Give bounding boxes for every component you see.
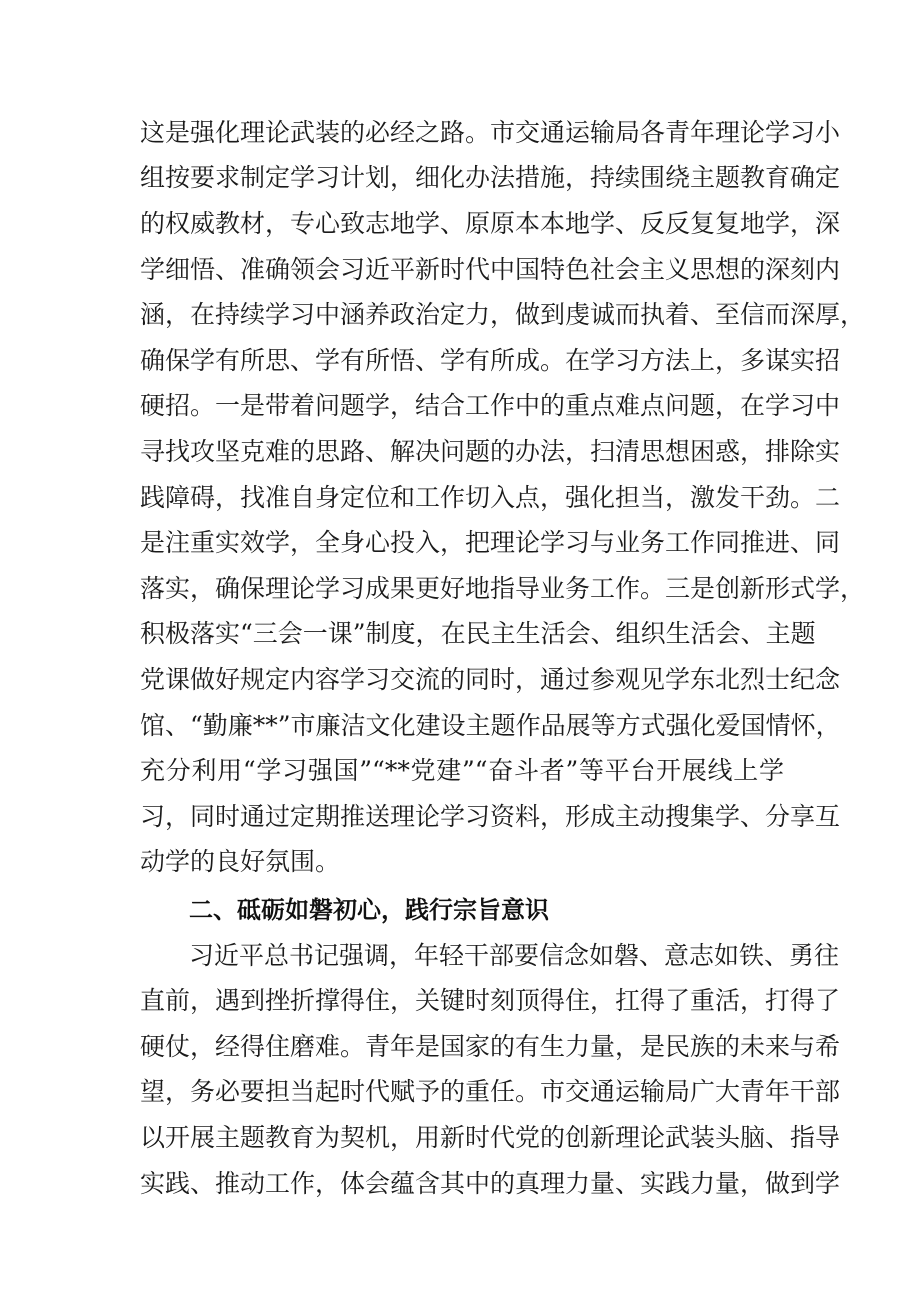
text-line: 确保学有所思、学有所悟、学有所成。在学习方法上，多谋实招: [140, 346, 841, 375]
text-line: 学细悟、准确领会习近平新时代中国特色社会主义思想的深刻内: [140, 255, 841, 284]
text-line: 馆、“勤廉**”市廉洁文化建设主题作品展等方式强化爱国情怀，: [140, 711, 841, 740]
text-line: 党课做好规定内容学习交流的同时，通过参观见学东北烈士纪念: [140, 665, 841, 694]
text-line: 充分利用“学习强国”“**党建”“奋斗者”等平台开展线上学: [140, 756, 784, 785]
text-line: 直前，遇到挫折撑得住，关键时刻顶得住，扛得了重活，打得了: [140, 986, 841, 1015]
text-line: 硬招。一是带着问题学，结合工作中的重点难点问题，在学习中: [140, 391, 841, 420]
text-line: 组按要求制定学习计划，细化办法措施，持续围绕主题教育确定: [140, 163, 841, 192]
text-line: 望，务必要担当起时代赋予的重任。市交通运输局广大青年干部: [140, 1077, 841, 1106]
text-line: 寻找攻坚克难的思路、解决问题的办法，扫清思想困惑，排除实: [140, 437, 841, 466]
text-line: 积极落实“三会一课”制度，在民主生活会、组织生活会、主题: [140, 619, 816, 648]
text-line: 落实，确保理论学习成果更好地指导业务工作。三是创新形式学，: [140, 574, 866, 603]
text-line: 践障碍，找准自身定位和工作切入点，强化担当，激发干劲。二: [140, 483, 841, 512]
text-line: 这是强化理论武装的必经之路。市交通运输局各青年理论学习小: [140, 118, 841, 147]
text-line: 动学的良好氛围。: [140, 847, 341, 876]
text-line: 习近平总书记强调，年轻干部要信念如磐、意志如铁、勇往: [189, 941, 840, 970]
text-line: 的权威教材，专心致志地学、原原本本地学、反反复复地学，深: [140, 209, 841, 238]
text-line: 实践、推动工作，体会蕴含其中的真理力量、实践力量，做到学: [140, 1169, 841, 1198]
section-heading: 二、砥砺如磐初心，践行宗旨意识: [189, 896, 549, 924]
text-line: 硬仗，经得住磨难。青年是国家的有生力量，是民族的未来与希: [140, 1032, 841, 1061]
text-line: 以开展主题教育为契机，用新时代党的创新理论武装头脑、指导: [140, 1123, 841, 1152]
text-line: 习，同时通过定期推送理论学习资料，形成主动搜集学、分享互: [140, 802, 841, 831]
text-line: 是注重实效学，全身心投入，把理论学习与业务工作同推进、同: [140, 528, 841, 557]
text-line: 涵，在持续学习中涵养政治定力，做到虔诚而执着、至信而深厚，: [140, 300, 866, 329]
